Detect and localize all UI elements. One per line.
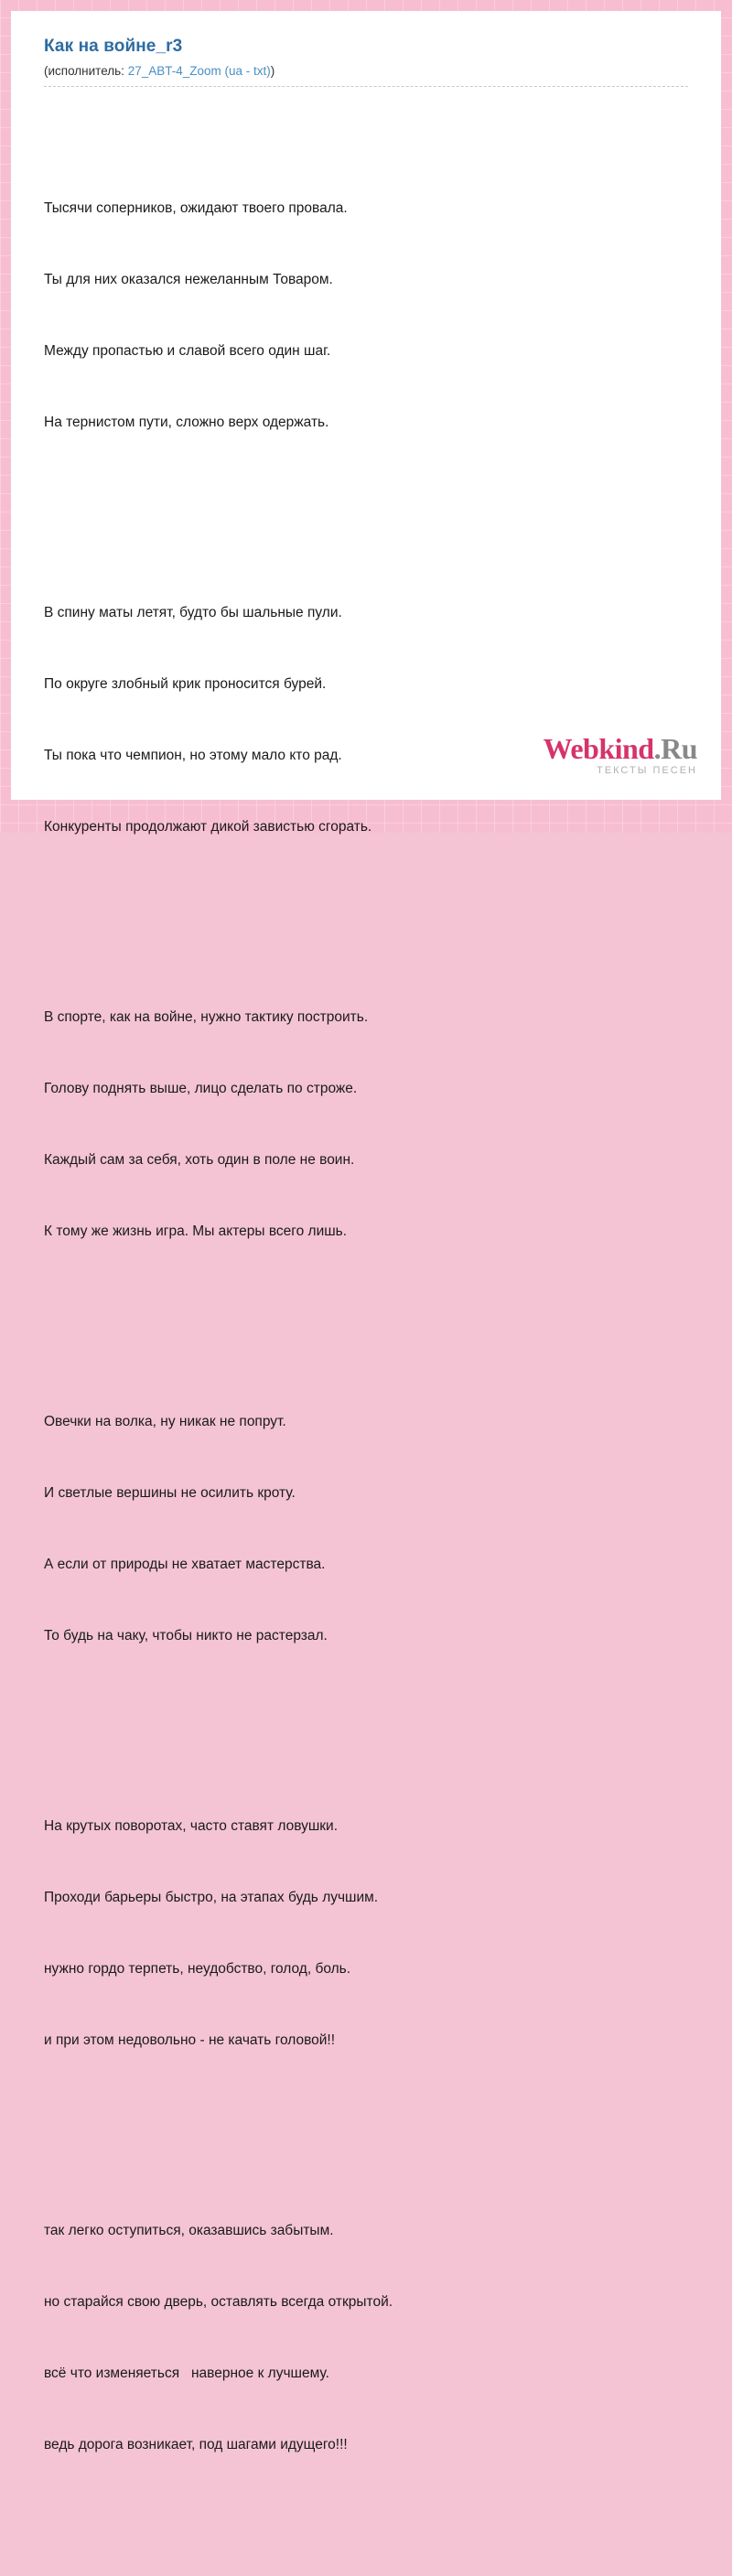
lyrics-line: Овечки на волка, ну никак не попрут. — [44, 1414, 286, 1429]
lyrics-line: Ты пока что чемпион, но этому мало кто рад. — [44, 748, 342, 763]
lyrics-line: А если от природы не хватает мастерства. — [44, 1557, 326, 1572]
lyrics-line: На тернистом пути, сложно верх одержать. — [44, 415, 329, 430]
lyrics-body — [44, 102, 688, 2576]
lyrics-line: Каждый сам за себя, хоть один в поле не воин. — [44, 1152, 355, 1168]
logo-subtitle: ТЕКСТЫ ПЕСЕН — [597, 765, 697, 776]
logo-kind-text: kind — [598, 732, 654, 765]
lyrics-verse — [44, 554, 688, 887]
lyrics-verse — [44, 1767, 688, 2100]
lyrics-line: В спину маты летят, будто бы шальные пули. — [44, 605, 342, 620]
lyrics-line: В спорте, как на войне, нужно тактику построить. — [44, 1009, 369, 1025]
lyrics-line: нужно гордо терпеть, неудобство, голод, боль. — [44, 1961, 351, 1977]
lyrics-verse — [44, 1363, 688, 1696]
lyrics-line: Между пропастью и славой всего один шаг. — [44, 343, 331, 359]
lyrics-verse — [44, 958, 688, 1291]
lyrics-line: но старайся свою дверь, оставлять всегда открытой. — [44, 2294, 393, 2310]
lyrics-line: Тысячи соперников, ожидают твоего провала. — [44, 200, 348, 216]
lyrics-line: всё что изменяеться наверное к лучшему. — [44, 2366, 329, 2381]
lyrics-line: так легко оступиться, оказавшись забытым. — [44, 2223, 334, 2238]
lyrics-sheet — [11, 11, 721, 2452]
logo-web-text: Web — [543, 732, 599, 765]
lyrics-line: Проходи барьеры быстро, на этапах будь лучшим. — [44, 1890, 379, 1905]
site-watermark — [544, 734, 697, 776]
lyrics-verse — [44, 149, 688, 482]
lyrics-line: К тому же жизнь игра. Мы актеры всего лишь. — [44, 1223, 348, 1239]
site-logo — [544, 734, 697, 763]
performer-prefix: (исполнитель: — [44, 64, 128, 78]
performer-line — [44, 64, 688, 87]
lyrics-line: Голову поднять выше, лицо сделать по строже. — [44, 1081, 358, 1096]
lyrics-verse — [44, 2172, 688, 2505]
performer-suffix: ) — [270, 64, 275, 78]
page-title: Как на войне_r3 — [44, 37, 183, 56]
lyrics-line: Конкуренты продолжают дикой завистью сгорать. — [44, 819, 372, 835]
lyrics-line: По округе злобный крик проносится бурей. — [44, 676, 327, 692]
lyrics-line: Ты для них оказался нежеланным Товаром. — [44, 272, 333, 287]
lyrics-line: То будь на чаку, чтобы никто не растерзал. — [44, 1628, 328, 1644]
lyrics-line: и при этом недовольно - не качать головой!! — [44, 2032, 336, 2048]
lyrics-line: На крутых поворотах, часто ставят ловушки. — [44, 1818, 339, 1834]
lyrics-line: И светлые вершины не осилить кроту. — [44, 1485, 296, 1501]
performer-link[interactable]: 27_ABT-4_Zoom (ua - txt) — [127, 64, 271, 78]
lyrics-line: ведь дорога возникает, под шагами идущего!!! — [44, 2437, 348, 2452]
logo-ru-text: .Ru — [653, 732, 697, 765]
